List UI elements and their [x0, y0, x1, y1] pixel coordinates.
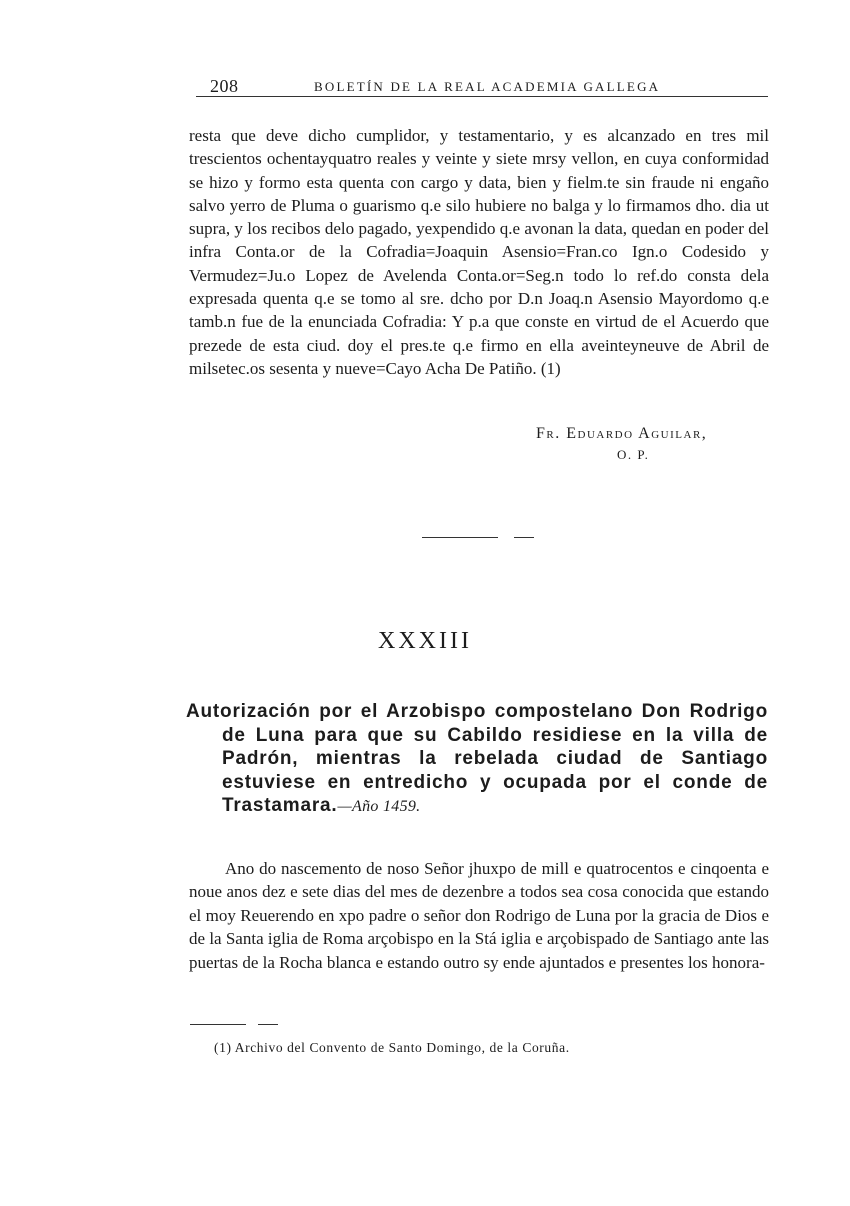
document-number: XXXIII [378, 628, 472, 654]
signature-order: O. P. [617, 447, 650, 462]
footnote-separator [190, 1024, 246, 1025]
journal-title: BOLETÍN DE LA REAL ACADEMIA GALLEGA [314, 79, 661, 94]
previous-document-text: resta que deve dicho cumplidor, y testamentario, y es alcanzado en tres mil trescientos ochentayquatro reales y veinte y siete mrsy vellon, en cuya conformidad se hizo y formo esta quenta con cargo y data, bien y fielm.te sin fraude ni engaño salvo yerro de Pluma o guarismo q.e silo hubiere no balga y lo firmamos dho. dia ut supra, y los recibos delo pagado, yexpendido q.e avonan la data, quedan en poder del infra Conta.or de la Cofradia=Joaquin Asensio=Fran.co Ign.o Codesido y Vermudez=Ju.o Lopez de Avelenda Conta.or=Seg.n todo lo ref.do consta dela expresada quenta q.e se tomo al sre. dcho por D.n Joaq.n Asensio Mayordomo q.e tamb.n fue de la enunciada Cofradia: Y p.a que conste en virtud de el Acuerdo que prezede de esta ciud. doy el pres.te q.e firmo en ella aveinteyneuve de Abril de milsetec.os sesenta y nueve=Cayo Acha De Patiño. (1) [189, 126, 769, 378]
signature-name: Fr. Eduardo Aguilar, [536, 425, 708, 442]
section-separator-short [514, 537, 534, 538]
document-heading-text: Autorización por el Arzobispo compostelano Don Rodrigo de Luna para que su Cabildo residiese en la villa de Padrón, mientras la rebelada ciudad de Santiago estuviese en entredicho y ocupada por el conde de Trastamara. [186, 701, 768, 816]
page-header [196, 74, 768, 97]
section-separator [422, 537, 498, 538]
document-text: Ano do nascemento de noso Señor jhuxpo de mill e quatrocentos e cinqoenta e noue anos dez e sete dias del mes de dezenbre a todos sea cosa conocida que estando el moy Reuerendo en xpo padre o señor don Rodrigo de Luna por la gracia de Dios e de la Santa iglia de Roma arçobispo en la Stá iglia e arçobispado de Santiago ante las puertas de la Rocha blanca e estando outro sy ende ajuntados e presentes los honora- [189, 859, 769, 972]
footnote: (1) Archivo del Convento de Santo Domingo, de la Coruña. [214, 1040, 570, 1055]
document-date: —Año 1459. [337, 798, 421, 815]
page-number: 208 [210, 76, 239, 96]
document-heading [186, 700, 768, 819]
footnote-separator-short [258, 1024, 278, 1025]
